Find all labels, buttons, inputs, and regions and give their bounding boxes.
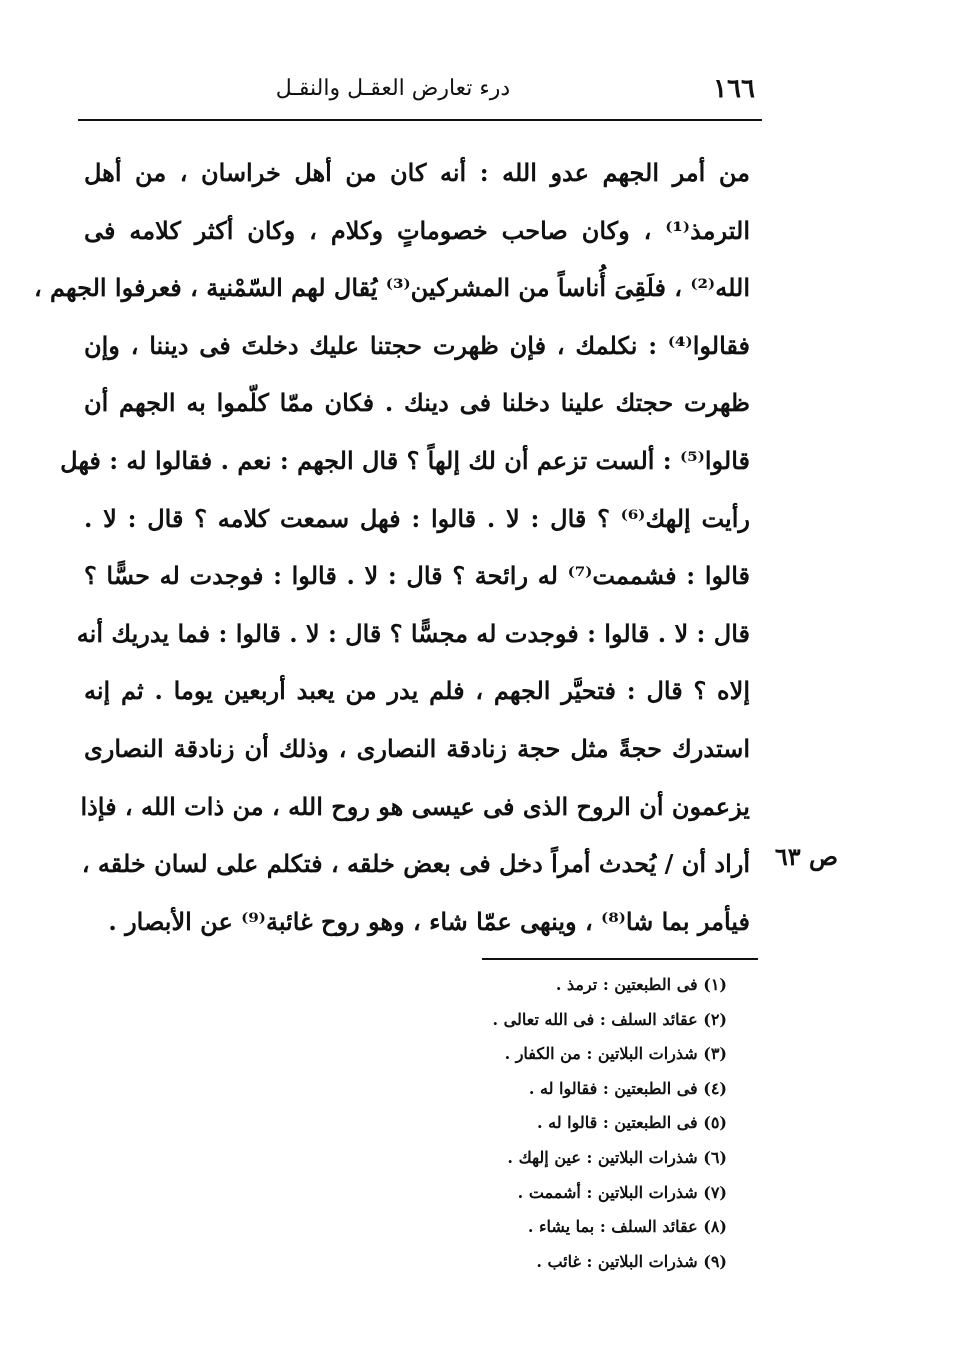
text-line: استدرك حجةً مثل حجة زنادقة النصارى ، وذلك أن زنادقة النصارى	[84, 733, 750, 763]
text-line: الترمذ⁽¹⁾ ، وكان صاحب خصوماتٍ وكلام ، وكان أكثر كلامه فى	[84, 215, 750, 245]
running-title: درء تعارض العقـل والنقـل	[275, 76, 511, 101]
text-line: فيأمر بما شا⁽⁸⁾ ، وينهى عمّا شاء ، وهو روح غائبة⁽⁹⁾ عن الأبصار .	[108, 906, 750, 936]
footnote: (٨) عقائد السلف : بما يشاء .	[527, 1217, 727, 1237]
text-line: قالوا⁽⁵⁾ : ألست تزعم أن لك إلهاً ؟ قال الجهم : نعم . فقالوا له : فهل	[60, 445, 750, 475]
main-text	[33, 144, 750, 950]
footnote: (٥) فى الطبعتين : قالوا له .	[536, 1113, 727, 1133]
footnote: (٢) عقائد السلف : فى الله تعالى .	[492, 1009, 727, 1029]
footnote: (٩) شذرات البلاتين : غائب .	[536, 1251, 727, 1271]
text-line: قال : لا . قالوا : فوجدت له مجسًّا ؟ قال : لا . قالوا : فما يدريك أنه	[76, 618, 750, 648]
running-header	[78, 70, 755, 110]
page-number: ١٦٦	[713, 74, 755, 104]
footnote-rule	[482, 958, 758, 960]
footnote: (١) فى الطبعتين : ترمذ .	[555, 975, 727, 994]
text-line: أراد أن / يُحدث أمراً دخل فى بعض خلقه ، فتكلم على لسان خلقه ،	[81, 849, 750, 879]
text-line: إلاه ؟ قال : فتحيَّر الجهم ، فلم يدر من يعبد أربعين يوما . ثم إنه	[84, 676, 750, 706]
margin-page-reference: ص ٦٣	[774, 842, 838, 871]
text-line: يزعمون أن الروح الذى فى عيسى هو روح الله ، من ذات الله ، فإذا	[80, 791, 750, 821]
footnotes	[427, 968, 727, 1279]
footnote: (٧) شذرات البلاتين : أشممت .	[517, 1182, 727, 1202]
header-rule	[78, 119, 762, 121]
text-line: قالوا : فشممت⁽⁷⁾ له رائحة ؟ قال : لا . قالوا : فوجدت له حسًّا ؟	[84, 561, 750, 591]
text-line: الله⁽²⁾ ، فلَقِىَ أُناساً من المشركين⁽³⁾ يُقال لهم السّمْنية ، فعرفوا الجهم ،	[33, 273, 750, 303]
footnote: (٣) شذرات البلاتين : من الكفار .	[504, 1044, 727, 1064]
text-line: ظهرت حجتك علينا دخلنا فى دينك . فكان ممّا كلّموا به الجهم أن	[84, 388, 750, 418]
text-line: من أمر الجهم عدو الله : أنه كان من أهل خراسان ، من أهل	[84, 158, 750, 187]
footnote: (٤) فى الطبعتين : فقالوا له .	[528, 1078, 727, 1098]
text-line: رأيت إلهك⁽⁶⁾ ؟ قال : لا . قالوا : فهل سمعت كلامه ؟ قال : لا .	[84, 503, 750, 533]
footnote: (٦) شذرات البلاتين : عين إلهك .	[507, 1147, 727, 1167]
text-line: فقالوا⁽⁴⁾ : نكلمك ، فإن ظهرت حجتنا عليك دخلتَ فى ديننا ، وإن	[84, 330, 750, 360]
